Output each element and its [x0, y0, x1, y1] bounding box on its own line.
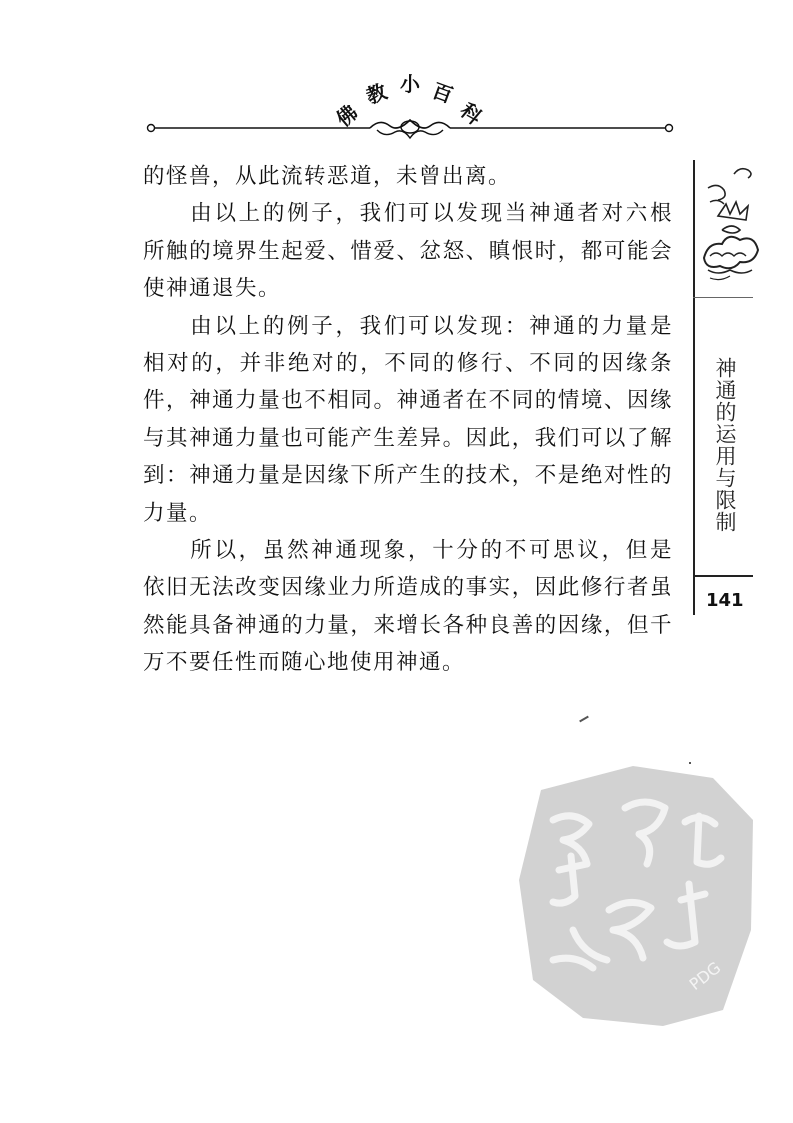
header-char: 小 [400, 72, 420, 96]
scan-speck [579, 716, 589, 723]
chapter-title: 神通的运用与限制 [713, 357, 737, 533]
seal-watermark [513, 760, 763, 1030]
page-number: 141 [706, 590, 744, 611]
paragraph: 由以上的例子，我们可以发现当神通者对六根所触的境界生起爱、惜爱、忿怒、瞋恨时，都可能会使神通退失。 [143, 201, 673, 302]
body-text [143, 158, 673, 682]
watermark-label: PDG [685, 957, 725, 995]
header-char: 佛 [331, 100, 363, 132]
header-char: 科 [455, 98, 487, 130]
sidebar-divider [693, 575, 753, 577]
paragraph: 的怪兽，从此流转恶道，未曾出离。 [143, 164, 512, 189]
lotus-cloud-ornament [700, 158, 760, 298]
paragraph: 所以，虽然神通现象，十分的不可思议，但是依旧无法改变因缘业力所造成的事实，因此修行者虽然能具备神通的力量，来增长各种良善的因缘，但千万不要任性而随心地使用神通。 [143, 538, 673, 676]
sidebar-vertical-rule [693, 160, 695, 615]
header-ornament-rule [145, 112, 675, 142]
header-char: 百 [428, 78, 456, 108]
scan-speck [689, 762, 691, 764]
header-char: 教 [363, 79, 391, 109]
sidebar-divider [693, 297, 753, 298]
paragraph: 由以上的例子，我们可以发现：神通的力量是相对的，并非绝对的，不同的修行、不同的因缘条件，神通力量也不相同。神通者在不同的情境、因缘与其神通力量也可能产生差异。因此，我们可以了解到：神通力量是因缘下所产生的技术，不是绝对性的力量。 [143, 313, 673, 526]
